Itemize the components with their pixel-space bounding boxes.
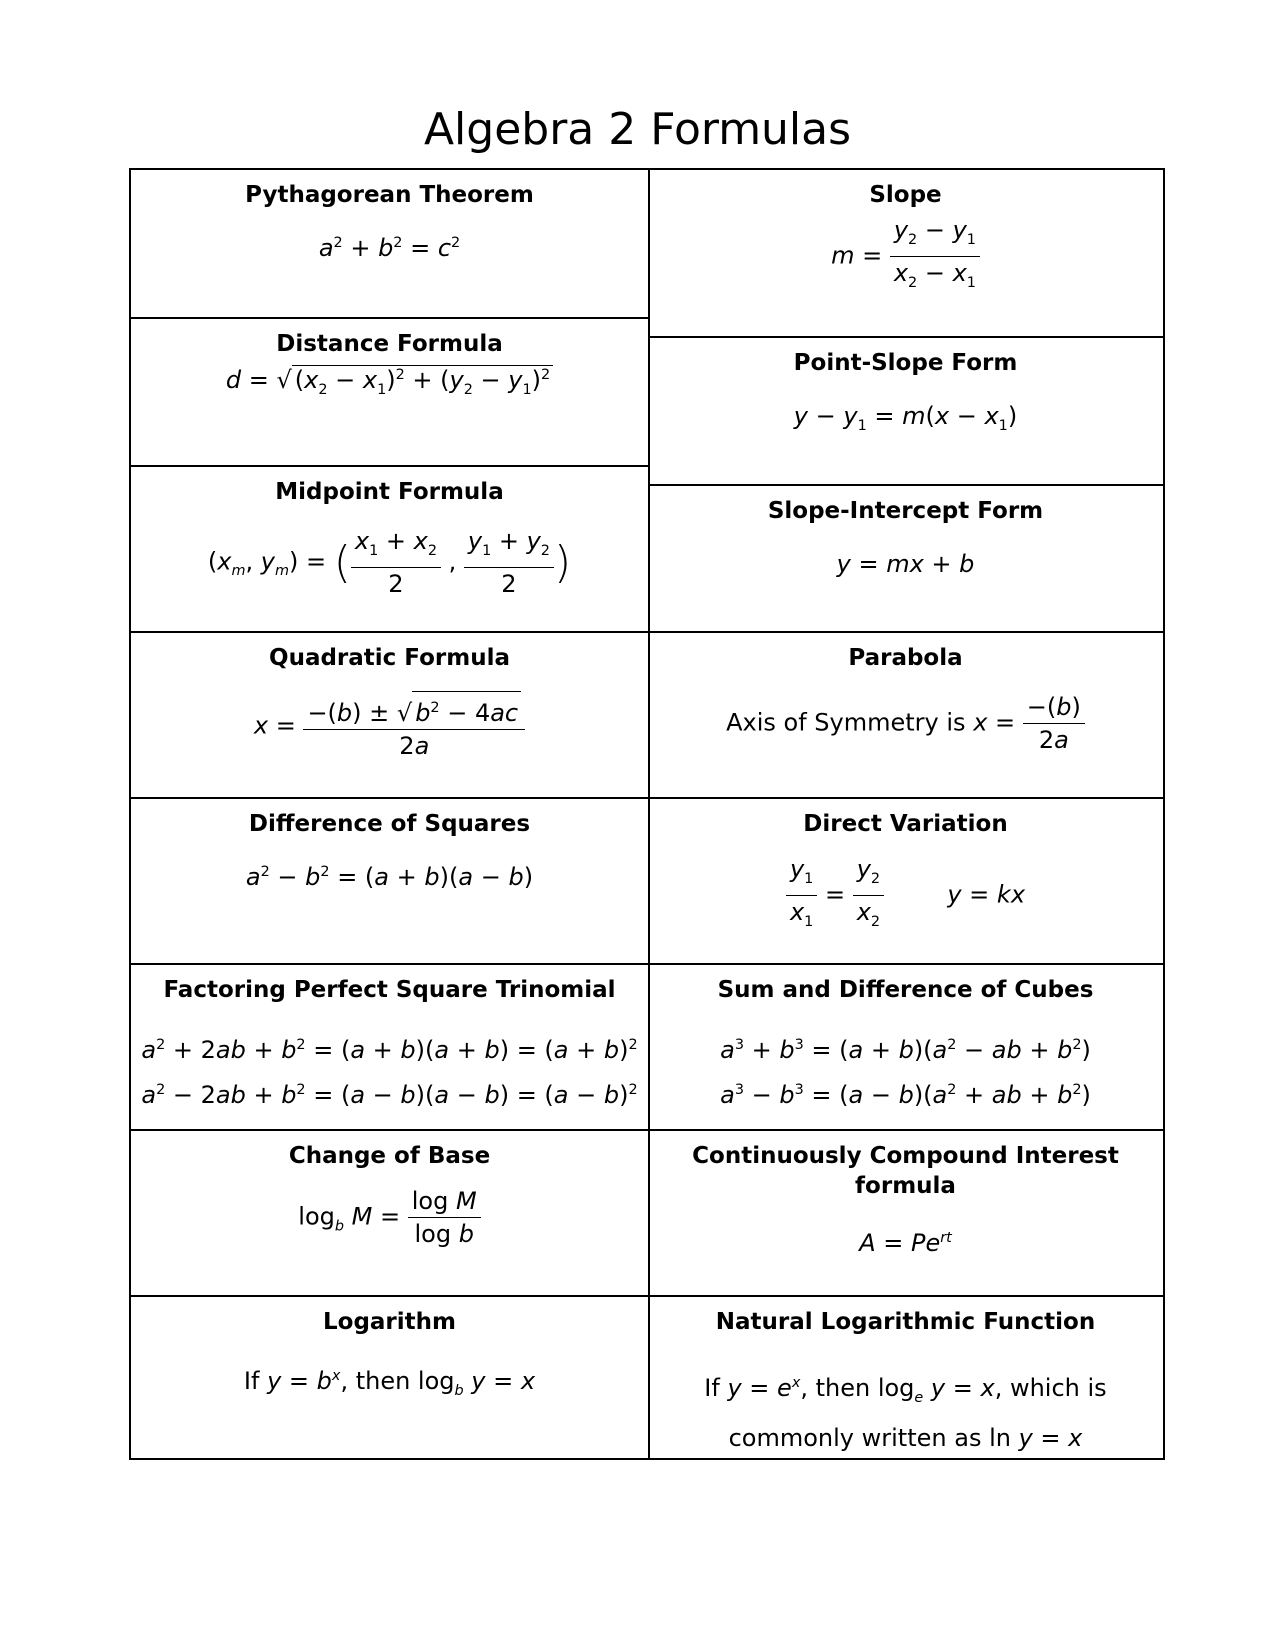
formula-parabola: Axis of Symmetry is x = $\frac{-(b)}{2a}$ [648,691,1163,756]
cell-change-base [131,1129,648,1295]
formula-slope-intercept: y = mx + b [836,550,975,578]
natural-log-if: If [704,1374,720,1402]
cell-natural-log [648,1295,1163,1460]
heading-perfect-square: Factoring Perfect Square Trinomial [163,977,616,1003]
formula-change-base: $\log_b M$ = $\frac{\text{log M}}{\text{log b}}$ [131,1185,648,1250]
cell-parabola [648,631,1163,797]
natural-log-line2: commonly written as [728,1423,982,1452]
formula-point-slope: $y - y_1 = m(x - x_1)$ [793,402,1018,434]
logarithm-if: If [243,1367,260,1395]
heading-logarithm: Logarithm [322,1309,456,1335]
formula-direct-variation: $\frac{y_1}{x_1}$ = $\frac{y_2}{x_2}$ y = kx [648,853,1163,938]
heading-midpoint: Midpoint Formula [275,479,504,505]
page-title: Algebra 2 Formulas [423,104,852,155]
heading-parabola: Parabola [848,645,963,671]
heading-distance: Distance Formula [276,331,503,357]
cell-perfect-square [131,963,648,1129]
heading-quadratic: Quadratic Formula [269,645,510,671]
formula-diff-squares: $a^2 - b^2 = (a + b)(a - b)$ [245,863,534,891]
formula-pythagorean: $a^2 + b^2 = c^2$ [318,234,461,262]
natural-log-which-is: , which is [994,1374,1107,1402]
heading-natural-log: Natural Logarithmic Function [715,1309,1096,1335]
right-column [648,170,1163,1458]
formula-natural-log: If $y = e^x$, then $\log_e y = x$, which is commonly written as ln y = x [704,1374,1107,1452]
cell-quadratic [131,631,648,797]
cell-cubes [648,963,1163,1129]
heading-diff-squares: Difference of Squares [248,811,531,837]
parabola-label: Axis of Symmetry is [726,708,966,737]
formula-table [129,168,1165,1460]
formula-slope: m = $\frac{y_2 - y_1}{x_2 - x_1}$ [648,214,1163,299]
left-column [131,170,650,1458]
formula-logarithm: If $y = b^x$, then $\log_b y = x$ [243,1367,536,1399]
heading-slope: Slope [869,182,942,208]
formula-compound: $A = Pe^{rt}$ [859,1229,952,1257]
natural-log-then: , then [800,1374,871,1402]
cell-point-slope [648,336,1163,484]
heading-point-slope: Point-Slope Form [793,350,1018,376]
logarithm-then: , then [340,1367,411,1395]
cell-slope [648,170,1163,336]
formula-cubes: $a^3 + b^3 = (a + b)(a^2$ − ab + $b^2$) $a^3 - b^3 = (a - b)(a^2$ + ab + $b^2$) [720,1036,1091,1109]
heading-cubes: Sum and Difference of Cubes [717,977,1094,1003]
heading-direct-variation: Direct Variation [803,811,1008,837]
heading-change-base: Change of Base [288,1143,491,1169]
formula-perfect-square: $a^2 + 2ab + b^2 = (a + b)(a + b) = (a + b)^2$ $a^2 - 2ab + b^2 = (a - b)(a - b) = (a - b)^2$ [141,1036,638,1109]
cell-distance [131,317,648,465]
cell-compound [648,1129,1163,1295]
cell-slope-intercept [648,484,1163,631]
heading-compound-line1: Continuously Compound Interest [692,1143,1119,1169]
heading-pythagorean: Pythagorean Theorem [245,182,534,208]
cell-logarithm [131,1295,648,1460]
cell-pythagorean [131,170,648,317]
cell-direct-variation [648,797,1163,963]
cell-diff-squares [131,797,648,963]
heading-compound-line2: formula [855,1173,956,1199]
formula-distance: d = √ $(x_2 - x_1)^2 + (y_2 - y_1)^2$ [131,365,648,398]
cell-midpoint [131,465,648,631]
heading-slope-intercept: Slope-Intercept Form [767,498,1044,524]
formula-midpoint: ($x_m$, $y_m$) = ( $\frac{x_1 + x_2}{2}$ , $\frac{y_1 + y_2}{2}$ ) [207,527,572,598]
formula-quadratic: x = $\frac{-(b) \pm √ b^2 - 4ac}{2a}$ [131,691,648,762]
